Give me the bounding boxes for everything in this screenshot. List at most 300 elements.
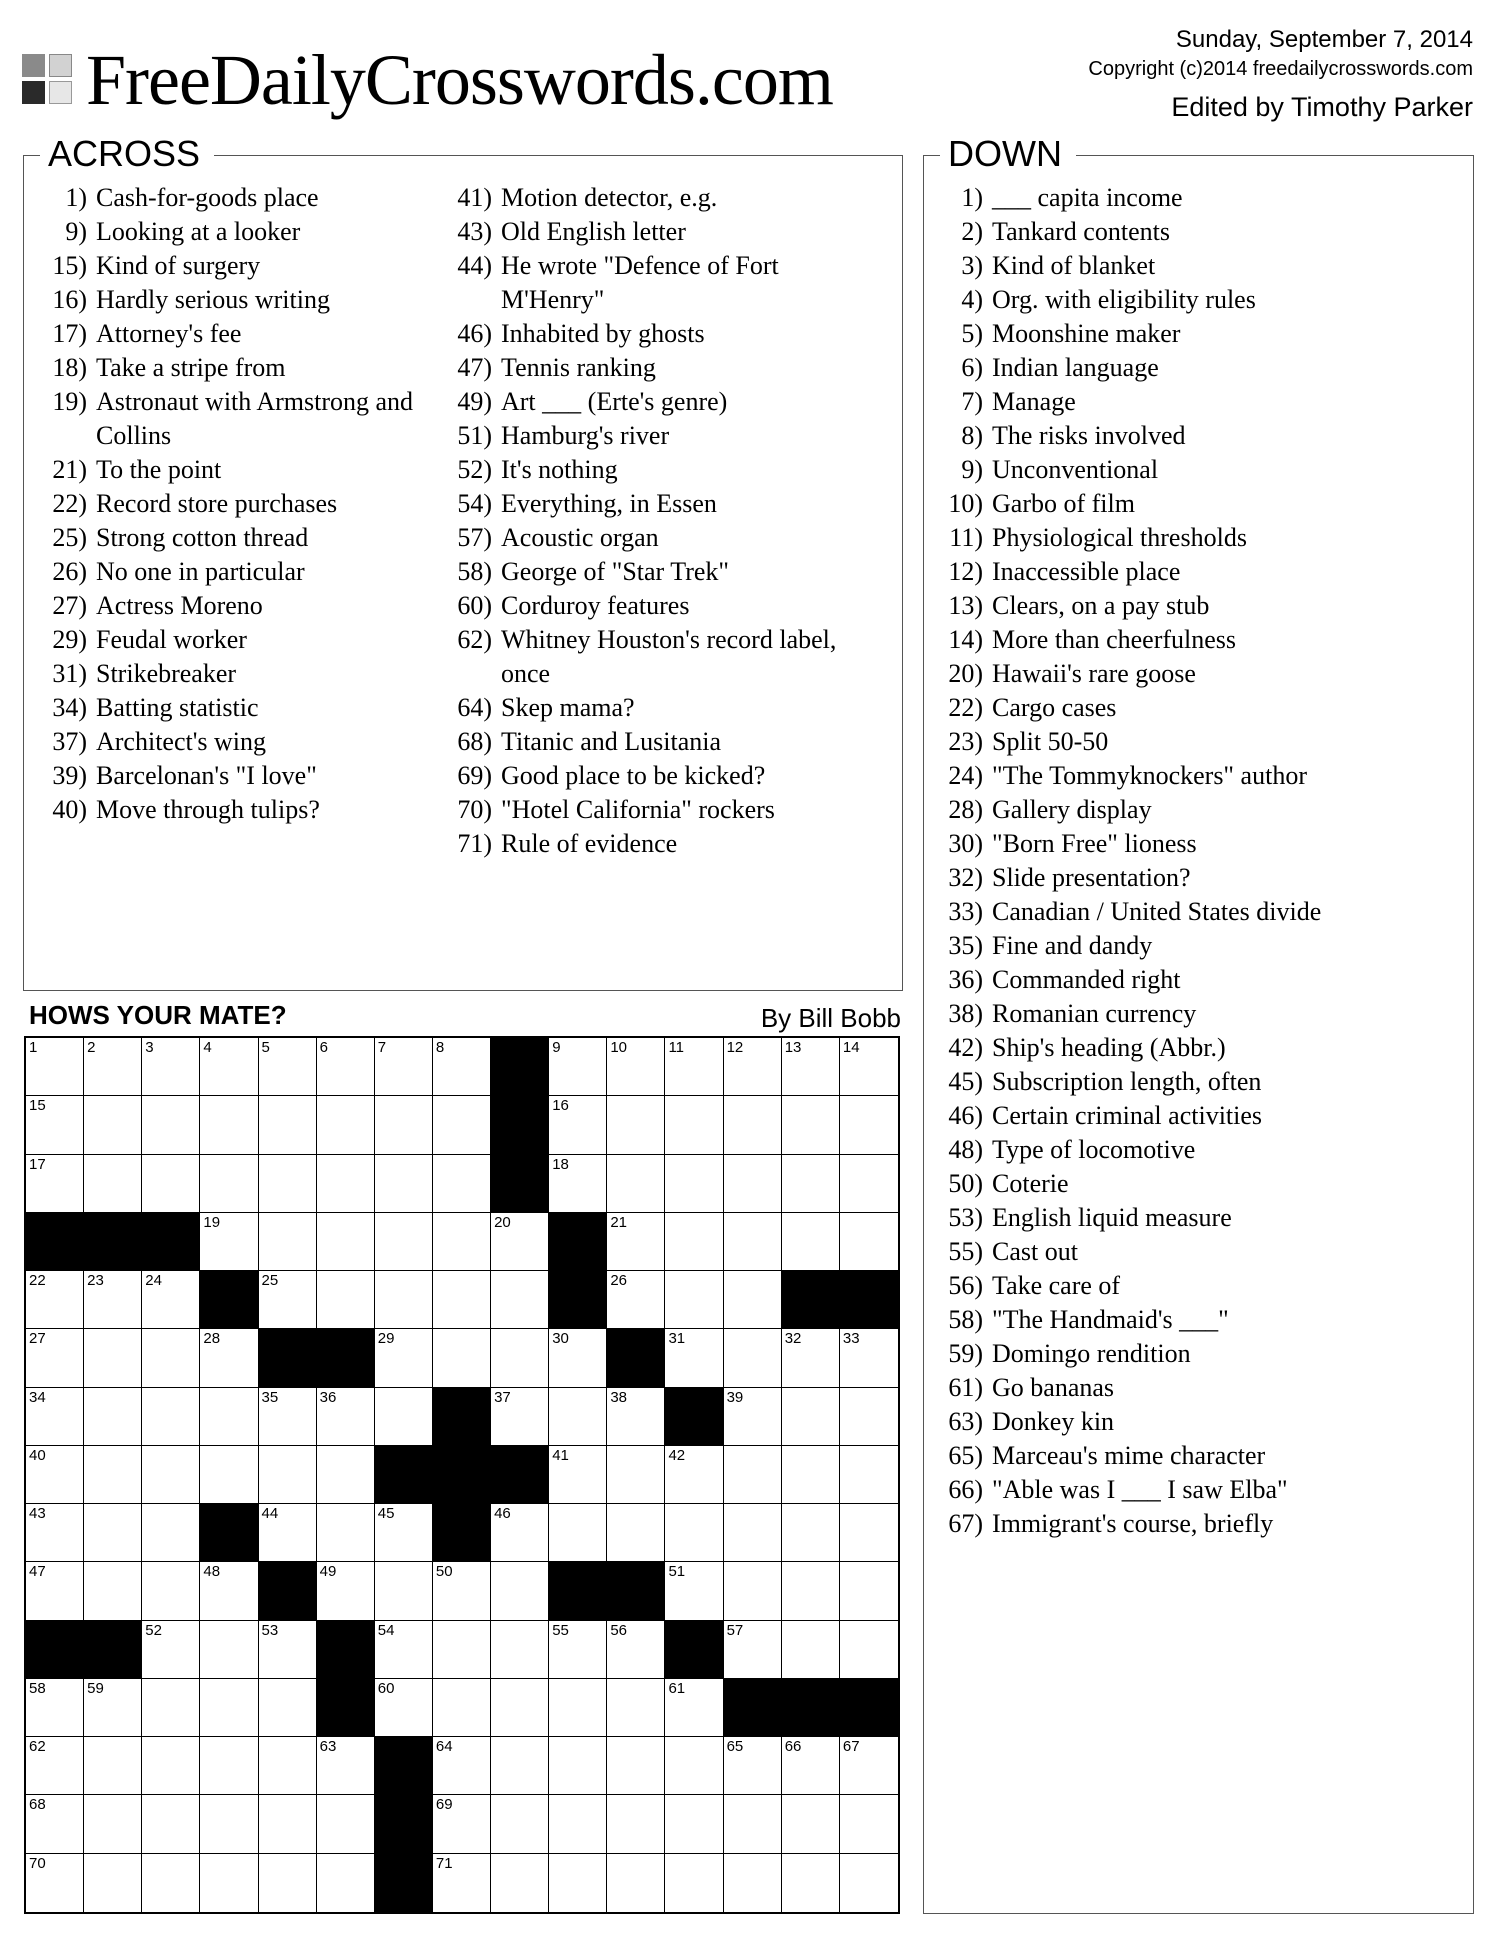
grid-cell[interactable] bbox=[840, 1329, 898, 1387]
clue-item[interactable] bbox=[39, 555, 429, 589]
clue-item[interactable] bbox=[935, 317, 1455, 351]
grid-cell[interactable] bbox=[782, 1562, 840, 1620]
grid-cell[interactable] bbox=[200, 1795, 258, 1853]
grid-cell[interactable] bbox=[142, 1562, 200, 1620]
clue-item[interactable] bbox=[39, 657, 429, 691]
grid-cell[interactable] bbox=[491, 1388, 549, 1446]
clue-text: Good place to be kicked? bbox=[501, 761, 766, 790]
clue-item[interactable] bbox=[935, 861, 1455, 895]
grid-cell[interactable] bbox=[607, 1271, 665, 1329]
grid-cell[interactable] bbox=[491, 1213, 549, 1271]
grid-cell[interactable] bbox=[84, 1038, 142, 1096]
clue-item[interactable] bbox=[444, 351, 864, 385]
clue-text: Kind of surgery bbox=[96, 251, 261, 280]
grid-cell[interactable] bbox=[142, 1271, 200, 1329]
grid-cell[interactable] bbox=[200, 1213, 258, 1271]
grid-cell[interactable] bbox=[782, 1446, 840, 1504]
grid-cell[interactable] bbox=[491, 1795, 549, 1853]
grid-cell[interactable] bbox=[375, 1096, 433, 1154]
grid-cell[interactable] bbox=[491, 1854, 549, 1912]
grid-cell[interactable] bbox=[26, 1562, 84, 1620]
grid-cell[interactable] bbox=[259, 1271, 317, 1329]
clue-item[interactable] bbox=[39, 317, 429, 351]
clue-item[interactable] bbox=[39, 351, 429, 385]
clue-item[interactable] bbox=[935, 1235, 1455, 1269]
clue-item[interactable] bbox=[39, 759, 429, 793]
grid-cell[interactable] bbox=[259, 1795, 317, 1853]
cell-number: 50 bbox=[435, 1563, 453, 1581]
grid-cell[interactable] bbox=[259, 1446, 317, 1504]
grid-cell[interactable] bbox=[200, 1562, 258, 1620]
grid-cell[interactable] bbox=[26, 1504, 84, 1562]
clue-text: More than cheerfulness bbox=[992, 625, 1237, 654]
clue-item[interactable] bbox=[935, 929, 1455, 963]
clue-item[interactable] bbox=[935, 1473, 1455, 1507]
grid-cell[interactable] bbox=[375, 1562, 433, 1620]
cell-number: 44 bbox=[261, 1505, 279, 1523]
grid-cell[interactable] bbox=[840, 1213, 898, 1271]
grid-cell[interactable] bbox=[433, 1679, 491, 1737]
grid-cell[interactable] bbox=[665, 1679, 723, 1737]
grid-cell[interactable] bbox=[782, 1737, 840, 1795]
grid-cell[interactable] bbox=[200, 1155, 258, 1213]
grid-cell[interactable] bbox=[317, 1504, 375, 1562]
clue-text: Gallery display bbox=[992, 795, 1152, 824]
clue-number: 32) bbox=[948, 863, 983, 892]
grid-cell[interactable] bbox=[840, 1388, 898, 1446]
grid-cell[interactable] bbox=[549, 1329, 607, 1387]
grid-cell[interactable] bbox=[607, 1737, 665, 1795]
grid-cell[interactable] bbox=[840, 1562, 898, 1620]
grid-cell[interactable] bbox=[724, 1504, 782, 1562]
grid-cell[interactable] bbox=[84, 1795, 142, 1853]
clue-item[interactable] bbox=[444, 419, 864, 453]
grid-cell[interactable] bbox=[607, 1446, 665, 1504]
grid-cell[interactable] bbox=[782, 1329, 840, 1387]
grid-cell[interactable] bbox=[26, 1854, 84, 1912]
clue-item[interactable] bbox=[935, 691, 1455, 725]
grid-cell[interactable] bbox=[491, 1504, 549, 1562]
clue-item[interactable] bbox=[39, 487, 429, 521]
grid-cell[interactable] bbox=[549, 1854, 607, 1912]
grid-cell[interactable] bbox=[26, 1795, 84, 1853]
grid-cell[interactable] bbox=[782, 1038, 840, 1096]
clue-item[interactable] bbox=[935, 1133, 1455, 1167]
clue-item[interactable] bbox=[935, 1167, 1455, 1201]
clue-item[interactable] bbox=[444, 181, 864, 215]
clue-text: Motion detector, e.g. bbox=[501, 183, 718, 212]
grid-cell[interactable] bbox=[142, 1038, 200, 1096]
grid-cell[interactable] bbox=[375, 1329, 433, 1387]
grid-cell[interactable] bbox=[782, 1155, 840, 1213]
grid-cell[interactable] bbox=[84, 1854, 142, 1912]
grid-cell[interactable] bbox=[665, 1562, 723, 1620]
clue-text: Old English letter bbox=[501, 217, 686, 246]
grid-cell[interactable] bbox=[491, 1737, 549, 1795]
clue-number: 21) bbox=[52, 455, 87, 484]
grid-cell[interactable] bbox=[200, 1621, 258, 1679]
grid-cell[interactable] bbox=[665, 1155, 723, 1213]
grid-cell[interactable] bbox=[607, 1213, 665, 1271]
grid-cell[interactable] bbox=[724, 1854, 782, 1912]
clue-number: 15) bbox=[52, 251, 87, 280]
grid-cell[interactable] bbox=[200, 1329, 258, 1387]
clue-item[interactable] bbox=[39, 181, 429, 215]
cell-number: 38 bbox=[610, 1388, 628, 1406]
clue-item[interactable] bbox=[935, 215, 1455, 249]
grid-cell[interactable] bbox=[200, 1854, 258, 1912]
grid-cell[interactable] bbox=[84, 1504, 142, 1562]
grid-cell[interactable] bbox=[259, 1213, 317, 1271]
grid-cell[interactable] bbox=[433, 1038, 491, 1096]
grid-cell[interactable] bbox=[782, 1096, 840, 1154]
grid-cell[interactable] bbox=[26, 1155, 84, 1213]
grid-cell[interactable] bbox=[665, 1795, 723, 1853]
grid-cell[interactable] bbox=[724, 1329, 782, 1387]
grid-cell[interactable] bbox=[200, 1038, 258, 1096]
grid-cell[interactable] bbox=[84, 1271, 142, 1329]
grid-cell[interactable] bbox=[665, 1213, 723, 1271]
cell-number: 11 bbox=[668, 1039, 685, 1056]
grid-cell[interactable] bbox=[491, 1329, 549, 1387]
grid-cell[interactable] bbox=[782, 1213, 840, 1271]
clue-item[interactable] bbox=[935, 555, 1455, 589]
grid-cell[interactable] bbox=[665, 1038, 723, 1096]
grid-cell[interactable] bbox=[549, 1795, 607, 1853]
grid-cell[interactable] bbox=[840, 1096, 898, 1154]
grid-cell[interactable] bbox=[317, 1562, 375, 1620]
grid-cell[interactable] bbox=[84, 1329, 142, 1387]
grid-cell[interactable] bbox=[84, 1155, 142, 1213]
grid-cell[interactable] bbox=[84, 1562, 142, 1620]
grid-cell[interactable] bbox=[317, 1271, 375, 1329]
grid-cell[interactable] bbox=[665, 1446, 723, 1504]
clue-item[interactable] bbox=[444, 589, 864, 623]
grid-cell[interactable] bbox=[142, 1621, 200, 1679]
cell-number: 15 bbox=[29, 1097, 46, 1115]
grid-cell[interactable] bbox=[433, 1213, 491, 1271]
grid-cell[interactable] bbox=[259, 1388, 317, 1446]
grid-cell[interactable] bbox=[607, 1854, 665, 1912]
grid-cell[interactable] bbox=[549, 1096, 607, 1154]
grid-cell[interactable] bbox=[549, 1679, 607, 1737]
clue-item[interactable] bbox=[935, 283, 1455, 317]
grid-cell[interactable] bbox=[607, 1038, 665, 1096]
grid-cell[interactable] bbox=[782, 1854, 840, 1912]
grid-cell[interactable] bbox=[375, 1388, 433, 1446]
clue-item[interactable] bbox=[935, 1439, 1455, 1473]
clue-item[interactable] bbox=[444, 759, 864, 793]
clue-item[interactable] bbox=[935, 623, 1455, 657]
clue-item[interactable] bbox=[935, 453, 1455, 487]
grid-cell[interactable] bbox=[491, 1271, 549, 1329]
clue-item[interactable] bbox=[935, 521, 1455, 555]
clue-item[interactable] bbox=[935, 1507, 1455, 1541]
grid-cell[interactable] bbox=[724, 1621, 782, 1679]
grid-cell[interactable] bbox=[840, 1504, 898, 1562]
grid-cell[interactable] bbox=[782, 1388, 840, 1446]
grid-cell[interactable] bbox=[491, 1562, 549, 1620]
clue-item[interactable] bbox=[935, 385, 1455, 419]
grid-cell[interactable] bbox=[549, 1155, 607, 1213]
clue-item[interactable] bbox=[935, 1065, 1455, 1099]
grid-cell[interactable] bbox=[259, 1679, 317, 1737]
grid-cell[interactable] bbox=[375, 1155, 433, 1213]
black-square bbox=[840, 1679, 898, 1737]
grid-cell[interactable] bbox=[317, 1446, 375, 1504]
grid-cell[interactable] bbox=[665, 1329, 723, 1387]
grid-cell[interactable] bbox=[317, 1096, 375, 1154]
clue-text: Certain criminal activities bbox=[992, 1101, 1263, 1130]
clue-item[interactable] bbox=[39, 793, 429, 827]
clue-item[interactable] bbox=[444, 691, 864, 725]
grid-cell[interactable] bbox=[84, 1679, 142, 1737]
grid-cell[interactable] bbox=[607, 1155, 665, 1213]
clue-item[interactable] bbox=[935, 419, 1455, 453]
grid-cell[interactable] bbox=[840, 1737, 898, 1795]
grid-cell[interactable] bbox=[84, 1446, 142, 1504]
grid-cell[interactable] bbox=[375, 1213, 433, 1271]
grid-cell[interactable] bbox=[724, 1562, 782, 1620]
grid-cell[interactable] bbox=[433, 1155, 491, 1213]
clue-text: Subscription length, often bbox=[992, 1067, 1262, 1096]
grid-cell[interactable] bbox=[665, 1504, 723, 1562]
clue-item[interactable] bbox=[39, 725, 429, 759]
grid-cell[interactable] bbox=[607, 1504, 665, 1562]
grid-cell[interactable] bbox=[142, 1795, 200, 1853]
grid-cell[interactable] bbox=[607, 1096, 665, 1154]
grid-cell[interactable] bbox=[26, 1679, 84, 1737]
clue-item[interactable] bbox=[444, 623, 864, 691]
clue-item[interactable] bbox=[935, 1371, 1455, 1405]
clue-item[interactable] bbox=[935, 1337, 1455, 1371]
grid-cell[interactable] bbox=[549, 1737, 607, 1795]
grid-cell[interactable] bbox=[840, 1854, 898, 1912]
grid-cell[interactable] bbox=[665, 1854, 723, 1912]
grid-cell[interactable] bbox=[142, 1388, 200, 1446]
grid-cell[interactable] bbox=[724, 1446, 782, 1504]
grid-cell[interactable] bbox=[317, 1155, 375, 1213]
grid-cell[interactable] bbox=[317, 1795, 375, 1853]
grid-cell[interactable] bbox=[433, 1854, 491, 1912]
grid-cell[interactable] bbox=[26, 1329, 84, 1387]
grid-cell[interactable] bbox=[375, 1038, 433, 1096]
black-square bbox=[549, 1271, 607, 1329]
grid-cell[interactable] bbox=[724, 1213, 782, 1271]
grid-cell[interactable] bbox=[259, 1155, 317, 1213]
grid-cell[interactable] bbox=[433, 1329, 491, 1387]
grid-cell[interactable] bbox=[142, 1737, 200, 1795]
grid-cell[interactable] bbox=[549, 1504, 607, 1562]
grid-cell[interactable] bbox=[665, 1737, 723, 1795]
grid-cell[interactable] bbox=[549, 1446, 607, 1504]
cell-number: 20 bbox=[494, 1213, 511, 1231]
clue-item[interactable] bbox=[444, 317, 864, 351]
grid-cell[interactable] bbox=[665, 1271, 723, 1329]
grid-cell[interactable] bbox=[259, 1504, 317, 1562]
clue-item[interactable] bbox=[935, 657, 1455, 691]
clue-item[interactable] bbox=[444, 793, 864, 827]
grid-cell[interactable] bbox=[26, 1388, 84, 1446]
clue-item[interactable] bbox=[444, 385, 864, 419]
clue-item[interactable] bbox=[935, 1099, 1455, 1133]
grid-cell[interactable] bbox=[317, 1737, 375, 1795]
grid-cell[interactable] bbox=[84, 1388, 142, 1446]
clue-item[interactable] bbox=[935, 589, 1455, 623]
grid-cell[interactable] bbox=[84, 1096, 142, 1154]
clue-item[interactable] bbox=[39, 385, 429, 453]
grid-cell[interactable] bbox=[724, 1038, 782, 1096]
grid-cell[interactable] bbox=[607, 1388, 665, 1446]
grid-cell[interactable] bbox=[259, 1038, 317, 1096]
clue-item[interactable] bbox=[935, 793, 1455, 827]
clue-number: 46) bbox=[948, 1101, 983, 1130]
clue-item[interactable] bbox=[39, 589, 429, 623]
clue-text: George of "Star Trek" bbox=[501, 557, 730, 586]
clue-item[interactable] bbox=[935, 487, 1455, 521]
clue-item[interactable] bbox=[444, 521, 864, 555]
grid-cell[interactable] bbox=[433, 1737, 491, 1795]
grid-cell[interactable] bbox=[724, 1096, 782, 1154]
grid-cell[interactable] bbox=[142, 1679, 200, 1737]
clue-item[interactable] bbox=[444, 215, 864, 249]
clue-item[interactable] bbox=[39, 521, 429, 555]
grid-cell[interactable] bbox=[840, 1621, 898, 1679]
grid-cell[interactable] bbox=[840, 1155, 898, 1213]
clue-item[interactable] bbox=[444, 487, 864, 521]
grid-cell[interactable] bbox=[259, 1096, 317, 1154]
grid-cell[interactable] bbox=[549, 1621, 607, 1679]
cell-number: 56 bbox=[610, 1621, 628, 1639]
grid-cell[interactable] bbox=[375, 1271, 433, 1329]
cell-number: 61 bbox=[668, 1679, 686, 1697]
clue-item[interactable] bbox=[444, 249, 864, 317]
grid-cell[interactable] bbox=[259, 1854, 317, 1912]
black-square bbox=[259, 1562, 317, 1620]
crossword-grid[interactable] bbox=[24, 1036, 900, 1914]
clue-text: Type of locomotive bbox=[992, 1135, 1196, 1164]
clue-item[interactable] bbox=[444, 827, 864, 861]
clue-item[interactable] bbox=[935, 1405, 1455, 1439]
grid-cell[interactable] bbox=[840, 1038, 898, 1096]
clue-item[interactable] bbox=[935, 1201, 1455, 1235]
grid-cell[interactable] bbox=[433, 1096, 491, 1154]
grid-cell[interactable] bbox=[724, 1271, 782, 1329]
grid-cell[interactable] bbox=[607, 1621, 665, 1679]
clue-number: 6) bbox=[961, 353, 983, 382]
grid-cell[interactable] bbox=[317, 1038, 375, 1096]
clue-item[interactable] bbox=[935, 1031, 1455, 1065]
grid-cell[interactable] bbox=[375, 1621, 433, 1679]
grid-cell[interactable] bbox=[317, 1213, 375, 1271]
grid-cell[interactable] bbox=[200, 1679, 258, 1737]
clue-item[interactable] bbox=[39, 691, 429, 725]
grid-cell[interactable] bbox=[607, 1795, 665, 1853]
clue-item[interactable] bbox=[935, 997, 1455, 1031]
clue-item[interactable] bbox=[935, 181, 1455, 215]
logo-squares-icon bbox=[22, 54, 78, 110]
clue-item[interactable] bbox=[444, 725, 864, 759]
grid-cell[interactable] bbox=[200, 1388, 258, 1446]
grid-cell[interactable] bbox=[549, 1388, 607, 1446]
cell-number: 40 bbox=[29, 1446, 46, 1464]
clue-item[interactable] bbox=[39, 283, 429, 317]
grid-cell[interactable] bbox=[724, 1155, 782, 1213]
grid-cell[interactable] bbox=[259, 1621, 317, 1679]
clue-item[interactable] bbox=[935, 827, 1455, 861]
grid-cell[interactable] bbox=[142, 1854, 200, 1912]
grid-cell[interactable] bbox=[724, 1795, 782, 1853]
grid-cell[interactable] bbox=[433, 1271, 491, 1329]
black-square bbox=[665, 1621, 723, 1679]
grid-cell[interactable] bbox=[782, 1621, 840, 1679]
grid-cell[interactable] bbox=[375, 1679, 433, 1737]
clue-item[interactable] bbox=[935, 1303, 1455, 1337]
grid-cell[interactable] bbox=[142, 1446, 200, 1504]
grid-cell[interactable] bbox=[84, 1737, 142, 1795]
grid-cell[interactable] bbox=[200, 1446, 258, 1504]
across-clues-column-1 bbox=[39, 181, 429, 827]
clue-number: 20) bbox=[948, 659, 983, 688]
grid-cell[interactable] bbox=[375, 1504, 433, 1562]
grid-cell[interactable] bbox=[549, 1038, 607, 1096]
grid-cell[interactable] bbox=[840, 1795, 898, 1853]
grid-cell[interactable] bbox=[200, 1737, 258, 1795]
grid-cell[interactable] bbox=[317, 1388, 375, 1446]
clue-item[interactable] bbox=[935, 1269, 1455, 1303]
clue-item[interactable] bbox=[39, 623, 429, 657]
grid-cell[interactable] bbox=[142, 1096, 200, 1154]
clue-text: Inhabited by ghosts bbox=[501, 319, 705, 348]
grid-cell[interactable] bbox=[26, 1038, 84, 1096]
grid-cell[interactable] bbox=[491, 1621, 549, 1679]
grid-cell[interactable] bbox=[142, 1504, 200, 1562]
clue-item[interactable] bbox=[935, 351, 1455, 385]
clue-item[interactable] bbox=[935, 895, 1455, 929]
cell-number: 71 bbox=[435, 1854, 453, 1872]
clue-item[interactable] bbox=[935, 963, 1455, 997]
grid-cell[interactable] bbox=[200, 1096, 258, 1154]
clue-item[interactable] bbox=[444, 453, 864, 487]
grid-cell[interactable] bbox=[433, 1562, 491, 1620]
grid-cell[interactable] bbox=[665, 1096, 723, 1154]
grid-cell[interactable] bbox=[317, 1854, 375, 1912]
clue-item[interactable] bbox=[444, 555, 864, 589]
grid-cell[interactable] bbox=[26, 1446, 84, 1504]
clue-item[interactable] bbox=[935, 249, 1455, 283]
grid-cell[interactable] bbox=[724, 1388, 782, 1446]
grid-cell[interactable] bbox=[840, 1446, 898, 1504]
clue-item[interactable] bbox=[39, 249, 429, 283]
grid-cell[interactable] bbox=[26, 1737, 84, 1795]
grid-cell[interactable] bbox=[491, 1679, 549, 1737]
grid-cell[interactable] bbox=[724, 1737, 782, 1795]
grid-cell[interactable] bbox=[142, 1329, 200, 1387]
grid-cell[interactable] bbox=[26, 1096, 84, 1154]
clue-item[interactable] bbox=[39, 215, 429, 249]
grid-cell[interactable] bbox=[782, 1795, 840, 1853]
grid-cell[interactable] bbox=[782, 1504, 840, 1562]
clue-item[interactable] bbox=[935, 725, 1455, 759]
clue-item[interactable] bbox=[935, 759, 1455, 793]
grid-cell[interactable] bbox=[259, 1737, 317, 1795]
grid-cell[interactable] bbox=[433, 1795, 491, 1853]
grid-cell[interactable] bbox=[607, 1679, 665, 1737]
grid-cell[interactable] bbox=[142, 1155, 200, 1213]
grid-cell[interactable] bbox=[26, 1271, 84, 1329]
clue-item[interactable] bbox=[39, 453, 429, 487]
grid-cell[interactable] bbox=[433, 1621, 491, 1679]
